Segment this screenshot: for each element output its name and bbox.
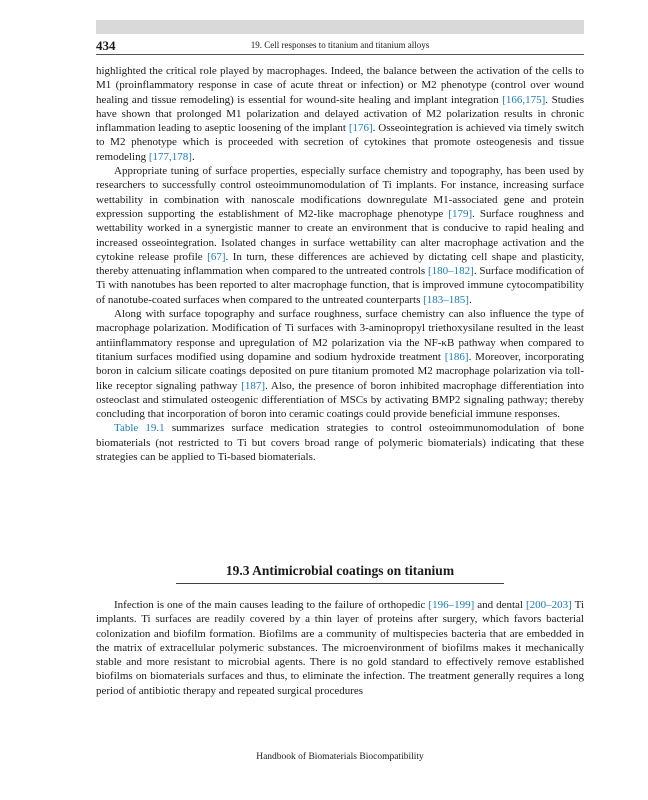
paragraph-text: . Osseointegration is achieved via timely switch to M2 phenotype which is proceeded with secretion of cytokines that promote osteogenesis and tissue remodeling bbox=[96, 122, 584, 163]
paragraph-text: . Surface modification of Ti with nanotubes has been reported to alter macrophage function, that is improved immune cytocompatibility of nanotube-coated surfaces when compared to the untreated counterparts bbox=[96, 265, 585, 306]
citation-link[interactable]: [187] bbox=[241, 379, 266, 392]
citation-link[interactable]: Table 19.1 bbox=[114, 422, 165, 435]
paragraph-text: . Also, the presence of boron inhibited macrophage differentiation into osteoclast and stimulated osteogenic differentiation of MSCs by activating BMP2 signaling pathway; thereby concluding that incorporation of boron into ceramic coatings could provide beneficial immune responses. bbox=[96, 379, 584, 421]
citation-link[interactable]: [183–185] bbox=[423, 293, 469, 306]
page-header bbox=[96, 38, 584, 54]
citation-link[interactable]: [186] bbox=[444, 350, 469, 363]
header-rule bbox=[96, 54, 584, 55]
citation-link[interactable]: [180–182] bbox=[428, 265, 474, 278]
citation-link[interactable]: [200–203] bbox=[525, 599, 572, 611]
paragraph-text: Along with surface topography and surface roughness, surface chemistry can also influence the type of macrophage polarization. Modification of Ti surfaces with 3-aminopropyl triethoxysilane resulted in the least antiinflammatory response and upregulation of M2 polarization via the NF-κB pathway when compared to titanium surfaces modified using dopamine and sodium hydroxide treatment bbox=[96, 308, 584, 363]
running-title: 19. Cell responses to titanium and titanium alloys bbox=[250, 40, 430, 50]
paragraph-text: Infection is one of the main causes leading to the failure of orthopedic bbox=[114, 599, 429, 611]
paragraph bbox=[96, 64, 584, 164]
paragraph-text: and dental bbox=[474, 599, 526, 611]
book-title-footer: Handbook of Biomaterials Biocompatibility bbox=[256, 752, 424, 762]
paragraph-text: . Moreover, incorporating boron in calcium silicate coatings deposited on pure titanium promoted M2 macrophage polarization via toll-like receptor signaling pathway bbox=[96, 350, 584, 392]
paragraph-text: . In turn, these differences are achieved by dictating cell shape and plasticity, thereby attenuating inflammation when compared to the untreated controls bbox=[96, 250, 584, 278]
paragraph-text: . Surface roughness and wettability worked in a synergistic manner to create an environment that is conducive to rapid healing and increased osseointegration. Isolated changes in surface wettability can alter macrophage activation and the cytokine release profile bbox=[96, 207, 584, 263]
section-heading: 19.3 Antimicrobial coatings on titanium bbox=[225, 563, 455, 578]
paragraph-text: Appropriate tuning of surface properties, especially surface chemistry and topography, has been used by researchers to successfully control osteoimmunomodulation of Ti implants. For instance, increasing surface wettability in combination with nanoscale modifications downregulate M1-associated gene and protein expression supporting the establishment of M2-like macrophage phenotype bbox=[96, 165, 584, 220]
paragraph-text: . bbox=[191, 150, 195, 163]
body-text bbox=[96, 64, 584, 464]
paragraph bbox=[96, 307, 584, 421]
paragraph bbox=[96, 164, 584, 307]
paragraph-text: . Studies have shown that prolonged M1 polarization and delayed activation of M2 polarization results in chronic inflammation leading to aseptic loosening of the implant bbox=[96, 93, 584, 135]
paragraph-text: summarizes surface medication strategies to control osteoimmunomodulation of bone biomaterials (not restricted to Ti but covers broad range of polymeric biomaterials) indicating that these strategies can be applied to Ti-based biomaterials. bbox=[96, 422, 584, 464]
paragraph bbox=[96, 598, 584, 698]
paragraph-text: . bbox=[468, 293, 472, 306]
paragraph-text: Ti implants. Ti surfaces are readily covered by a thin layer of proteins after surgery, which favors bacterial colonization and biofilm formation. Biofilms are a community of multispecies bacteria that are embedded in the matrix of extracellular polymeric substances. The microenvironment of biofilms makes it mechanically stable and more resistant to microbial agents. There is no gold standard to effectively remove established biofilms on biomaterials surfaces and thus, to eliminate the infection. The treatment generally requires a long period of antibiotic therapy and repeated surgical procedures bbox=[96, 599, 584, 697]
citation-link[interactable]: [166,175] bbox=[502, 93, 546, 106]
citation-link[interactable]: [176] bbox=[348, 122, 373, 135]
header-band bbox=[96, 20, 584, 34]
citation-link[interactable]: [67] bbox=[207, 250, 226, 263]
section-body-text bbox=[96, 598, 584, 698]
citation-link[interactable]: [196–199] bbox=[428, 599, 475, 611]
citation-link[interactable]: [179] bbox=[448, 207, 473, 220]
paragraph bbox=[96, 421, 584, 464]
paragraph-text: highlighted the critical role played by macrophages. Indeed, the balance between the activation of the cells to M1 (proinflammatory response in case of acute threat or infection) or M2 phenotype (control over wound healing and tissue remodeling) is essential for wound-site healing and implant integration bbox=[96, 65, 584, 106]
page-number: 434 bbox=[96, 38, 116, 53]
section-heading-rule bbox=[176, 583, 504, 584]
citation-link[interactable]: [177,178] bbox=[148, 150, 192, 163]
